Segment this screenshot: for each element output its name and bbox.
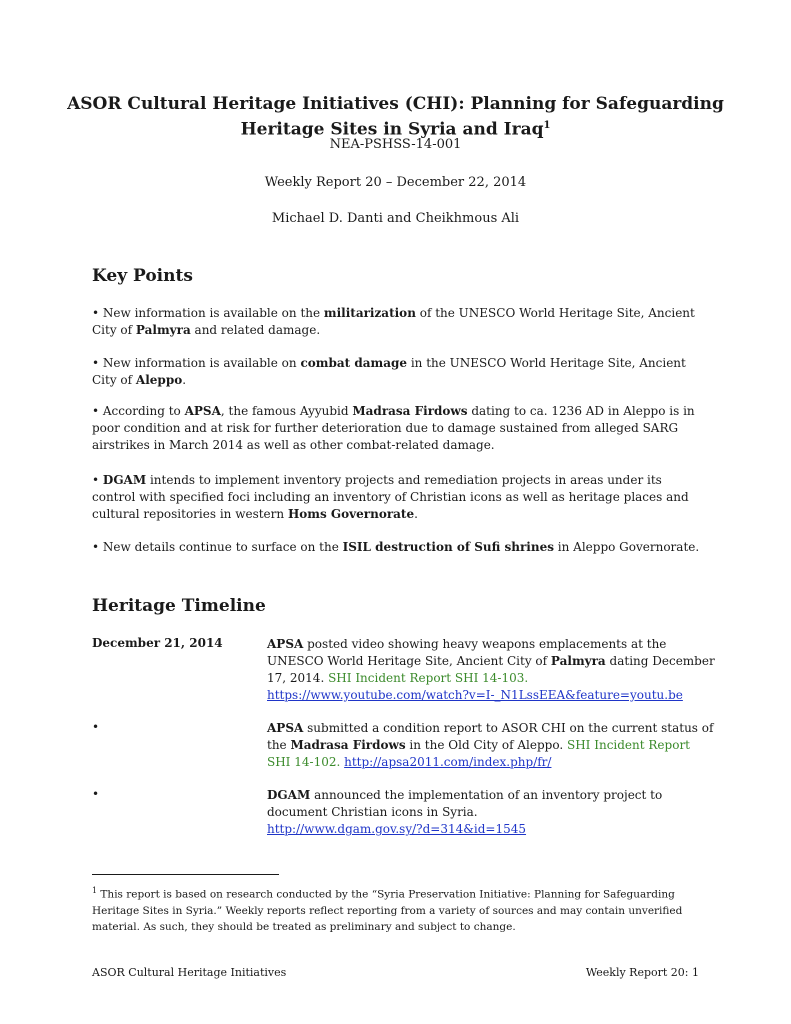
key-point-3: • According to APSA, the famous Ayyubid Madrasa Firdows dating to ca. 1236 AD in Aleppo is in poor condition and at risk for further deterioration due to damage sustained from alleged SARG airstrikes in March 2014 as well as other combat-related damage. bbox=[92, 404, 695, 452]
title-line-1: ASOR Cultural Heritage Initiatives (CHI): Planning for Safeguarding bbox=[67, 94, 724, 114]
footer-left: ASOR Cultural Heritage Initiatives bbox=[92, 966, 287, 979]
report-line: Weekly Report 20 – December 22, 2014 bbox=[264, 175, 527, 190]
footnote-ref[interactable]: 1 bbox=[543, 120, 551, 131]
youtube-link[interactable]: https://www.youtube.com/watch?v=I-_N1LssEEA&feature=youtu.be bbox=[267, 688, 683, 702]
timeline-heading: Heritage Timeline bbox=[92, 596, 266, 616]
footer-page-number: Weekly Report 20: 1 bbox=[585, 966, 699, 979]
timeline-date: December 21, 2014 bbox=[92, 636, 223, 650]
timeline-bullet: • bbox=[92, 787, 100, 801]
key-point-1: • New information is available on the militarization of the UNESCO World Heritage Site, Ancient City of Palmyra and related damage. bbox=[92, 306, 695, 337]
incident-report-link[interactable]: SHI Incident Report SHI 14-103. bbox=[328, 671, 529, 685]
key-points-heading: Key Points bbox=[92, 266, 193, 286]
timeline-bullet: • bbox=[92, 720, 100, 734]
footnote: $^1$ This report is based on research conducted by the “Syria Preservation Initiative: Planning for Safeguarding Heritage Sites in Syria.” Weekly reports reflect reporting from a variety of sources and may contain unverified material. As such, they should be treated as preliminary and subject to change. bbox=[92, 886, 683, 933]
incident-report-link[interactable]: SHI Incident Report SHI 14-102. bbox=[267, 738, 691, 769]
authors: Michael D. Danti and Cheikhmous Ali bbox=[271, 211, 520, 226]
grant-id: NEA-PSHSS-14-001 bbox=[329, 137, 462, 152]
timeline-entry-2: APSA submitted a condition report to ASOR CHI on the current status of the Madrasa Firdows in the Old City of Aleppo. SHI Incident Report SHI 14-102. http://apsa2011.com/index.php/fr/ bbox=[267, 721, 714, 769]
timeline-entry-1: APSA posted video showing heavy weapons emplacements at the UNESCO World Heritage Site, Ancient City of Palmyra dating December 17, 2014. SHI Incident Report SHI 14-103. https://www.youtube.com/watch?v=I-_N1LssEEA&feature=youtu.be bbox=[267, 637, 715, 702]
key-point-2: • New information is available on combat damage in the UNESCO World Heritage Site, Ancient City of Aleppo. bbox=[92, 356, 686, 387]
apsa-link[interactable]: http://apsa2011.com/index.php/fr/ bbox=[344, 755, 552, 769]
footnote-divider bbox=[92, 874, 279, 875]
key-point-5: • New details continue to surface on the ISIL destruction of Sufi shrines in Aleppo Governorate. bbox=[92, 540, 700, 554]
page-title bbox=[60, 94, 731, 141]
timeline-entry-3: DGAM announced the implementation of an inventory project to document Christian icons in Syria. http://www.dgam.gov.sy/?d=314&id=1545 bbox=[267, 788, 663, 836]
dgam-link[interactable]: http://www.dgam.gov.sy/?d=314&id=1545 bbox=[267, 822, 527, 836]
title-line-2: Heritage Sites in Syria and Iraq$^1$ bbox=[240, 119, 551, 140]
key-point-4: • DGAM intends to implement inventory projects and remediation projects in areas under its control with specified foci including an inventory of Christian icons as well as heritage places and cultural repositories in western Homs Governorate. bbox=[92, 473, 689, 521]
